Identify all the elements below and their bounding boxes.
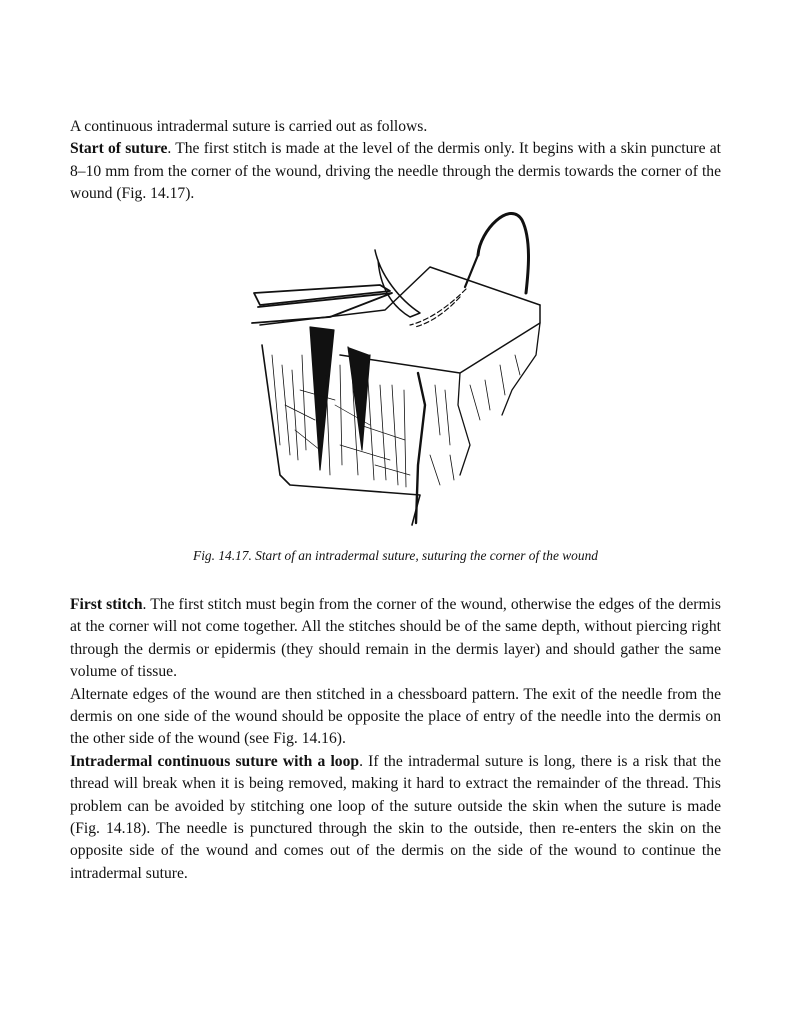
- first-stitch-text: . The first stitch must begin from the corner of the wound, otherwise the edges of the dermis at the corner will not come together. All the stitches should be of the same depth, without piercing right through the dermis or epidermis (they should remain in the dermis layer) and should gather the same volume of tissue.: [70, 596, 721, 681]
- text-block-top: [70, 116, 721, 206]
- start-text: . The first stitch is made at the level of the dermis only. It begins with a skin puncture at 8–10 mm from the corner of the wound, driving the needle through the dermis towards the corner of the wound (Fig. 14.17).: [70, 140, 721, 203]
- start-paragraph: [70, 138, 721, 205]
- figure-caption: Fig. 14.17. Start of an intradermal suture, suturing the corner of the wound: [193, 548, 598, 563]
- intro-paragraph: A continuous intradermal suture is carried out as follows.: [70, 118, 428, 135]
- alternate-paragraph: Alternate edges of the wound are then stitched in a chessboard pattern. The exit of the needle from the dermis on one side of the wound should be opposite the place of entry of the needle into the dermis on the other side of the wound (see Fig. 14.16).: [70, 685, 721, 748]
- suture-drawing: [240, 205, 550, 545]
- loop-text: . If the intradermal suture is long, there is a risk that the thread will break when it is being removed, making it hard to extract the remainder of the thread. This problem can be avoided by stitching one loop of the suture outside the skin when the suture is made (Fig. 14.18). The needle is punctured through the skin to the outside, then re-enters the skin on the opposite side of the wound and comes out of the dermis on the side of the wound to continue the intradermal suture.: [70, 752, 721, 882]
- first-stitch-heading: First stitch: [70, 596, 143, 613]
- thread-path: [410, 289, 466, 325]
- loop-paragraph: [70, 751, 721, 885]
- loop-heading: Intradermal continuous suture with a loop: [70, 752, 360, 770]
- start-heading: Start of suture: [70, 140, 168, 158]
- first-stitch-paragraph: [70, 594, 721, 684]
- needle-arc: [478, 213, 529, 293]
- figure-suture-illustration: [240, 205, 550, 545]
- text-block-bottom: [70, 594, 721, 885]
